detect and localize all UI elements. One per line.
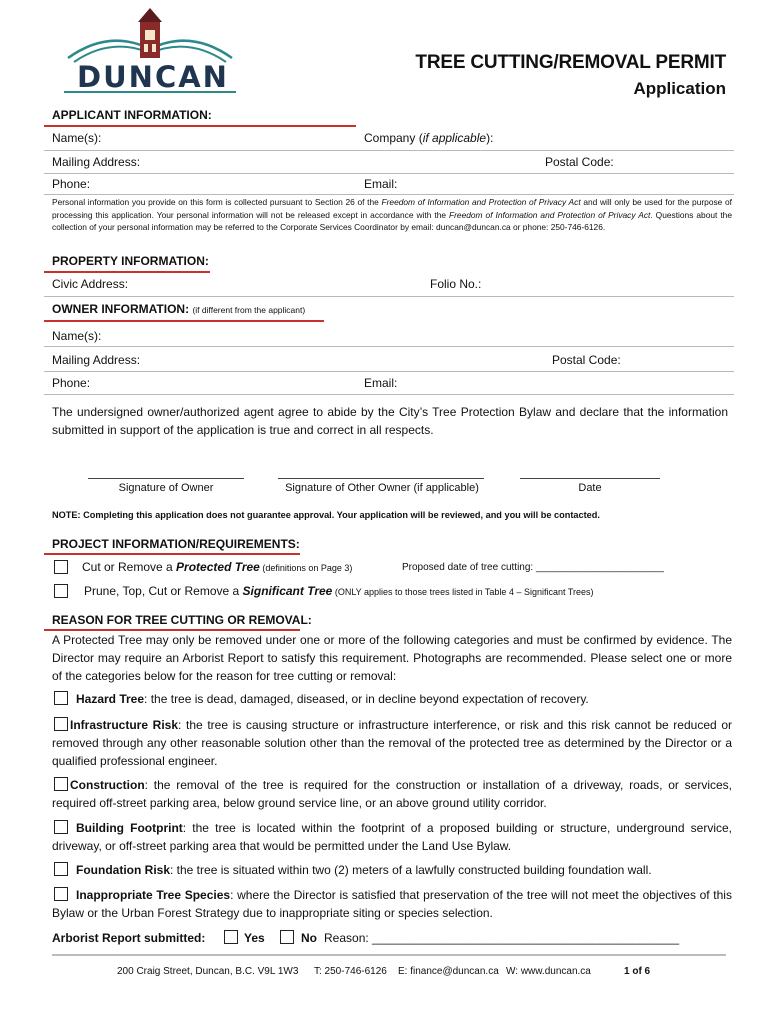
applicant-phone-label: Phone: bbox=[52, 177, 91, 191]
building-footprint-item: Building Footprint: the tree is located within the footprint of a proposed building or structure, underground service, driveway, or off-street parking area that would be permitted under the Land Use Bylaw. bbox=[52, 821, 733, 853]
applicant-heading: APPLICANT INFORMATION: bbox=[52, 108, 212, 122]
applicant-postal-label: Postal Code: bbox=[545, 155, 614, 169]
owner-phone-line[interactable] bbox=[44, 394, 734, 395]
inappropriate-species-item: Inappropriate Tree Species: where the Director is satisfied that preservation of the tree will not meet the objectives of this Bylaw or the Urban Forest Strategy due to inappropriate siting or species selection. bbox=[52, 888, 732, 920]
applicant-mailing-label: Mailing Address: bbox=[52, 155, 141, 169]
applicant-names-label: Name(s): bbox=[52, 131, 102, 145]
hazard-tree-item: Hazard Tree: the tree is dead, damaged, diseased, or in decline beyond expectation of recovery. bbox=[76, 692, 589, 706]
applicant-mailing-line[interactable] bbox=[44, 173, 734, 174]
arborist-yes-checkbox[interactable] bbox=[224, 930, 238, 944]
arborist-yes-label: Yes bbox=[244, 931, 265, 945]
proposed-date-field[interactable]: Proposed date of tree cutting: _______________________ bbox=[402, 562, 664, 573]
reason-heading: REASON FOR TREE CUTTING OR REMOVAL: bbox=[52, 613, 312, 627]
footer-phone: T: 250-746-6126 bbox=[314, 966, 387, 977]
owner-names-label: Name(s): bbox=[52, 329, 102, 343]
property-heading: PROPERTY INFORMATION: bbox=[52, 254, 209, 268]
footer-rule bbox=[52, 954, 726, 956]
other-owner-signature-caption: Signature of Other Owner (if applicable) bbox=[285, 482, 479, 494]
protected-tree-option: Cut or Remove a Protected Tree (definitions on Page 3) bbox=[82, 560, 353, 574]
declaration-text: The undersigned owner/authorized agent agree to abide by the City’s Tree Protection Bylaw and declare that the information submitted in support of the application is true and correct in all respects. bbox=[52, 405, 728, 437]
owner-names-line[interactable] bbox=[44, 346, 734, 347]
privacy-notice: Personal information you provide on this form is collected pursuant to Section 26 of the Freedom of Information and Protection of Privacy Act and will only be used for the purpose of processing this application. Your personal information will not be released except in accordance with the Freedom of Information and Protection of Privacy Act. Questions about the collection of your personal information may be referred to the Corporate Services Coordinator by email: duncan@duncan.ca or phone: 250-746-6126. bbox=[52, 197, 732, 233]
project-heading: PROJECT INFORMATION/REQUIREMENTS: bbox=[52, 537, 300, 551]
applicant-phone-line[interactable] bbox=[44, 194, 734, 195]
infrastructure-risk-item: Infrastructure Risk: the tree is causing structure or infrastructure interference, or risk and this risk cannot be reduced or removed through any other reasonable solution other than the removal of the protected tree as determined by the Director or a qualified professional engineer. bbox=[52, 718, 732, 768]
footer-web: W: www.duncan.ca bbox=[506, 966, 591, 977]
significant-tree-option: Prune, Top, Cut or Remove a Significant Tree (ONLY applies to those trees listed in Table 4 – Significant Trees) bbox=[84, 584, 594, 598]
property-heading-rule bbox=[44, 271, 210, 273]
protected-tree-checkbox[interactable] bbox=[54, 560, 68, 574]
owner-phone-label: Phone: bbox=[52, 376, 91, 390]
arborist-no-label: No bbox=[301, 931, 317, 945]
applicant-company-label: Company (if applicable): bbox=[364, 131, 494, 145]
owner-heading: OWNER INFORMATION: (if different from the applicant) bbox=[52, 302, 306, 316]
civic-address-label: Civic Address: bbox=[52, 277, 129, 291]
arborist-label: Arborist Report submitted: bbox=[52, 931, 206, 945]
folio-label: Folio No.: bbox=[430, 277, 482, 291]
applicant-email-label: Email: bbox=[364, 177, 398, 191]
project-heading-rule bbox=[44, 553, 300, 555]
applicant-heading-rule bbox=[44, 125, 356, 127]
page-number: 1 of 6 bbox=[624, 966, 651, 977]
form-title: TREE CUTTING/REMOVAL PERMIT bbox=[415, 52, 726, 73]
owner-postal-label: Postal Code: bbox=[552, 353, 621, 367]
form-subtitle: Application bbox=[633, 79, 726, 98]
date-line[interactable] bbox=[520, 478, 660, 479]
approval-note: NOTE: Completing this application does not guarantee approval. Your application will be reviewed, and you will be contacted. bbox=[52, 510, 600, 520]
owner-signature-caption: Signature of Owner bbox=[118, 482, 214, 494]
foundation-risk-item: Foundation Risk: the tree is situated within two (2) meters of a lawfully constructed building foundation wall. bbox=[76, 863, 652, 877]
significant-tree-checkbox[interactable] bbox=[54, 584, 68, 598]
date-caption: Date bbox=[578, 482, 602, 494]
other-owner-signature-line[interactable] bbox=[278, 478, 484, 479]
owner-signature-line[interactable] bbox=[88, 478, 244, 479]
reason-intro: A Protected Tree may only be removed under one or more of the following categories and must be confirmed by evidence. The Director may require an Arborist Report to satisfy this requirement. Photographs are recommended. Please select one or more of the categories below for the reason for tree cutting or removal: bbox=[52, 633, 732, 683]
owner-mailing-line[interactable] bbox=[44, 371, 734, 372]
construction-item: Construction: the removal of the tree is required for the construction or installation of a driveway, roads, or services, required off-street parking area, below ground service line, or an above ground utility corridor. bbox=[52, 778, 732, 810]
duncan-logo bbox=[60, 6, 240, 96]
arborist-reason-field[interactable]: Reason: ______________________________________________ bbox=[324, 931, 680, 945]
logo-wordmark: DUNCAN bbox=[77, 60, 229, 94]
arborist-no-checkbox[interactable] bbox=[280, 930, 294, 944]
footer-address: 200 Craig Street, Duncan, B.C. V9L 1W3 bbox=[117, 966, 299, 977]
owner-heading-rule bbox=[44, 320, 324, 322]
footer-email: E: finance@duncan.ca bbox=[398, 966, 499, 977]
owner-mailing-label: Mailing Address: bbox=[52, 353, 141, 367]
owner-email-label: Email: bbox=[364, 376, 398, 390]
property-line[interactable] bbox=[44, 296, 734, 297]
applicant-names-line[interactable] bbox=[44, 150, 734, 151]
